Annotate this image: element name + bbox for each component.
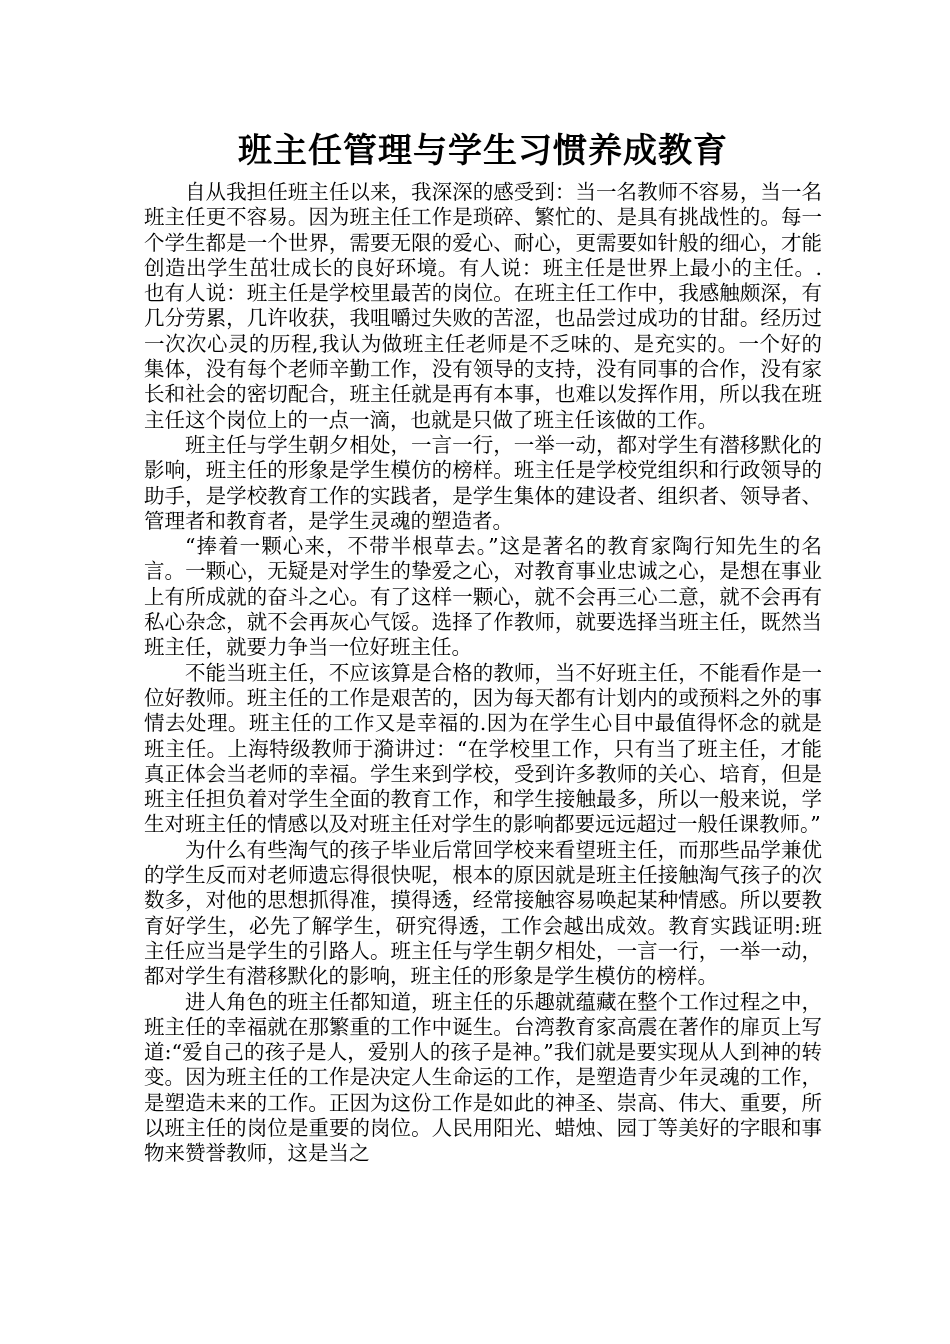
paragraph-1: 自从我担任班主任以来，我深深的感受到：当一名教师不容易，当一名班主任更不容易。因为班主任工作是琐碎、繁忙的、是具有挑战性的。每一个学生都是一个世界，需要无限的爱心、耐心，更需要如针般的细心，才能创造出学生茁壮成长的良好环境。有人说：班主任是世界上最小的主任。.也有人说：班主任是学校里最苦的岗位。在班主任工作中，我感触颇深，有几分劳累，几许收获，我咀嚼过失败的苦涩，也品尝过成功的甘甜。经历过一次次心灵的历程,我认为做班主任老师是不乏味的、是充实的。一个好的集体，没有每个老师辛勤工作，没有领导的支持，没有同事的合作，没有家长和社会的密切配合，班主任就是再有本事，也难以发挥作用，所以我在班主任这个岗位上的一点一滴，也就是只做了班主任该做的工作。 — [144, 180, 822, 432]
document-page — [144, 128, 822, 1167]
paragraph-6: 进人角色的班主任都知道，班主任的乐趣就蕴藏在整个工作过程之中，班主任的幸福就在那繁重的工作中诞生。台湾教育家高震在著作的扉页上写道:“爱自己的孩子是人，爱别人的孩子是神。”我们就是要实现从人到神的转变。因为班主任的工作是决定人生命运的工作，是塑造青少年灵魂的工作，是塑造未来的工作。正因为这份工作是如此的神圣、崇高、伟大、重要，所以班主任的岗位是重要的岗位。人民用阳光、蜡烛、园丁等美好的字眼和事物来赞誉教师，这是当之 — [144, 989, 822, 1166]
paragraph-5: 为什么有些淘气的孩子毕业后常回学校来看望班主任，而那些品学兼优的学生反而对老师遗忘得很快呢，根本的原因就是班主任接触淘气孩子的次数多，对他的思想抓得准，摸得透，经常接触容易唤起某种情感。所以要教育好学生，必先了解学生，研究得透，工作会越出成效。教育实践证明:班主任应当是学生的引路人。班主任与学生朝夕相处，一言一行，一举一动，都对学生有潜移默化的影响，班主任的形象是学生模仿的榜样。 — [144, 837, 822, 989]
paragraph-3: “捧着一颗心来，不带半根草去。”这是著名的教育家陶行知先生的名言。一颗心，无疑是对学生的挚爱之心，对教育事业忠诚之心，是想在事业上有所成就的奋斗之心。有了这样一颗心，就不会再三心二意，就不会再有私心杂念，就不会再灰心气馁。选择了作教师，就要选择当班主任，既然当班主任，就要力争当一位好班主任。 — [144, 534, 822, 660]
paragraph-4: 不能当班主任，不应该算是合格的教师，当不好班主任，不能看作是一位好教师。班主任的工作是艰苦的，因为每天都有计划内的或预料之外的事情去处理。班主任的工作又是幸福的.因为在学生心目中最值得怀念的就是班主任。上海特级教师于漪讲过：“在学校里工作，只有当了班主任，才能真正体会当老师的幸福。学生来到学校，受到许多教师的关心、培育，但是班主任担负着对学生全面的教育工作，和学生接触最多，所以一般来说，学生对班主任的情感以及对班主任对学生的影响都要远远超过一般任课教师。” — [144, 660, 822, 837]
document-title: 班主任管理与学生习惯养成教育 — [238, 131, 728, 171]
paragraph-2: 班主任与学生朝夕相处，一言一行，一举一动，都对学生有潜移默化的影响，班主任的形象是学生模仿的榜样。班主任是学校党组织和行政领导的助手，是学校教育工作的实践者，是学生集体的建设者、组织者、领导者、管理者和教育者，是学生灵魂的塑造者。 — [144, 432, 822, 533]
